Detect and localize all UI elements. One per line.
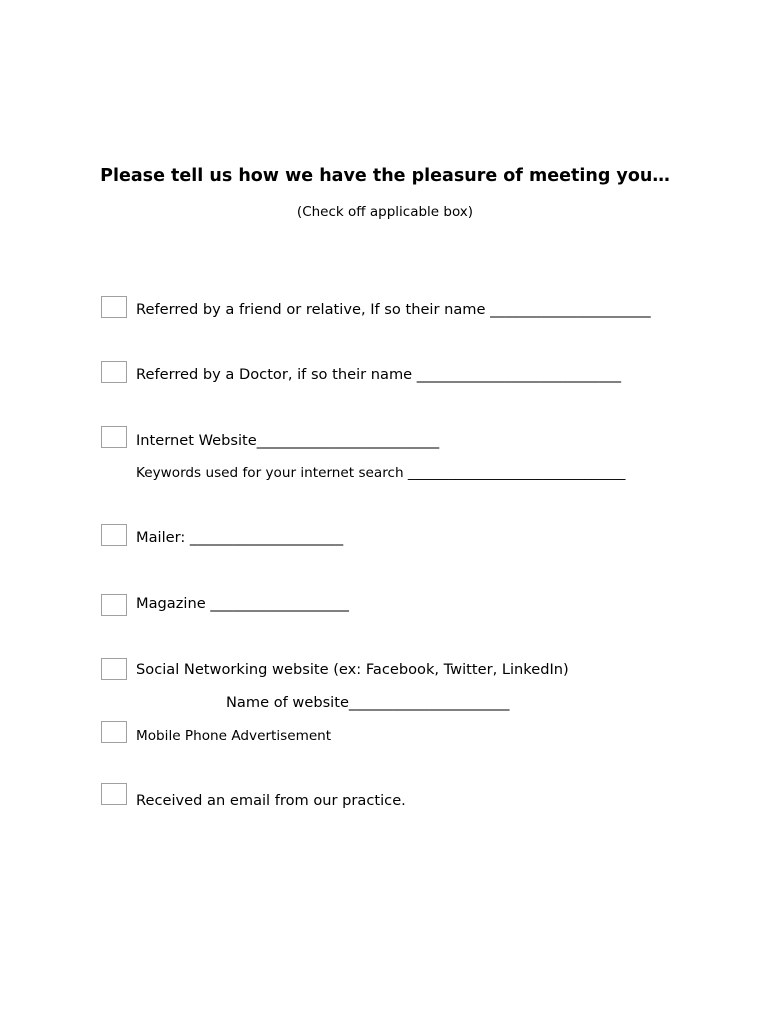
checkbox-social[interactable]: [101, 658, 127, 680]
option-social-label: Social Networking website (ex: Facebook, Twitter, LinkedIn): [136, 661, 569, 678]
checkbox-doctor[interactable]: [101, 361, 127, 383]
option-keywords-label: Keywords used for your internet search ________________________________: [136, 465, 626, 481]
option-magazine-label: Magazine ___________________: [136, 595, 349, 612]
option-mobile-label: Mobile Phone Advertisement: [136, 728, 332, 744]
checkbox-magazine[interactable]: [101, 594, 127, 616]
form-subtitle: (Check off applicable box): [296, 204, 474, 220]
option-mailer-label: Mailer: _____________________: [136, 529, 344, 546]
option-doctor-label: Referred by a Doctor, if so their name ____________________________: [136, 366, 622, 383]
form-title: Please tell us how we have the pleasure of meeting you…: [100, 166, 670, 186]
option-internet-label: Internet Website_________________________: [136, 432, 440, 449]
checkbox-friend[interactable]: [101, 296, 127, 318]
checkbox-mobile[interactable]: [101, 721, 127, 743]
checkbox-email[interactable]: [101, 783, 127, 805]
checkbox-internet[interactable]: [101, 426, 127, 448]
option-friend-label: Referred by a friend or relative, If so their name ______________________: [136, 301, 651, 318]
option-social-name-label: Name of website______________________: [226, 694, 510, 711]
option-email-label: Received an email from our practice.: [136, 792, 406, 809]
checkbox-mailer[interactable]: [101, 524, 127, 546]
